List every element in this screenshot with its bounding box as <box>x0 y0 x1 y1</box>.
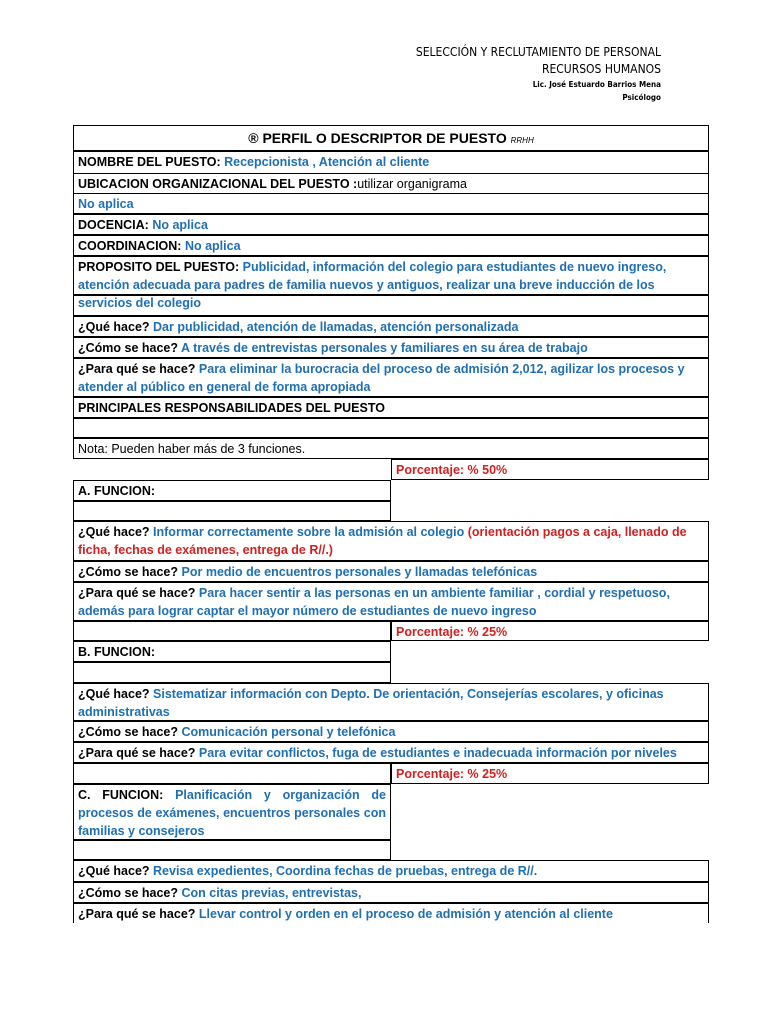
nombre-label: NOMBRE DEL PUESTO: <box>78 155 221 169</box>
para-label: ¿Para qué se hace? <box>78 586 196 600</box>
porcentaje-c: Porcentaje: % 25% <box>391 763 709 784</box>
empty-row <box>73 662 391 683</box>
como-label: ¿Cómo se hace? <box>78 886 179 900</box>
row-c-que <box>73 860 709 882</box>
title-text: ® PERFIL O DESCRIPTOR DE PUESTO <box>248 130 507 146</box>
funcion-a-label: A. FUNCION: <box>73 480 391 501</box>
row-principales: PRINCIPALES RESPONSABILIDADES DEL PUESTO <box>73 397 709 418</box>
a-que-detail: (orientación pagos a caja, llenado de ficha, fechas de exámenes, entrega de R//.) <box>78 525 687 557</box>
como-label: ¿Cómo se hace? <box>78 341 179 355</box>
general-como-value: A través de entrevistas personales y familiares en su área de trabajo <box>181 341 588 355</box>
row-ubicacion <box>73 173 709 194</box>
row-general-para <box>73 358 709 397</box>
para-label: ¿Para qué se hace? <box>78 746 196 760</box>
row-b-como <box>73 721 709 742</box>
funcion-c <box>73 784 391 840</box>
empty-row <box>73 763 391 784</box>
docencia-label: DOCENCIA: <box>78 218 149 232</box>
row-c-como <box>73 882 709 903</box>
row-ubicacion-extra: No aplica <box>73 193 709 214</box>
row-coordinacion <box>73 235 709 256</box>
porcentaje-a: Porcentaje: % 50% <box>391 459 709 480</box>
row-proposito <box>73 256 709 310</box>
empty-row <box>73 840 391 860</box>
c-para-value: Llevar control y orden en el proceso de admisión y atención al cliente <box>198 907 613 921</box>
como-label: ¿Cómo se hace? <box>78 565 179 579</box>
que-label: ¿Qué hace? <box>78 864 150 878</box>
que-label: ¿Qué hace? <box>78 687 150 701</box>
proposito-value: Publicidad, información del colegio para estudiantes de nuevo ingreso, atención adecuada para padres de familia nuevos y antiguos, realizar una breve inducción de los servicios del colegio <box>78 260 667 310</box>
title-tag: RRHH <box>510 136 534 145</box>
funcion-c-value: Planificación y organización de procesos de exámenes, encuentros personales con familias y consejeros <box>78 788 386 838</box>
nombre-value: Recepcionista , Atención al cliente <box>224 155 430 169</box>
row-a-para <box>73 582 709 621</box>
coordinacion-value: No aplica <box>184 239 241 253</box>
general-que-value: Dar publicidad, atención de llamadas, atención personalizada <box>153 320 519 334</box>
para-label: ¿Para qué se hace? <box>78 907 196 921</box>
header-role: Psicólogo <box>622 93 661 102</box>
a-como-value: Por medio de encuentros personales y llamadas telefónicas <box>181 565 538 579</box>
que-label: ¿Qué hace? <box>78 525 150 539</box>
empty-row <box>73 621 391 641</box>
coordinacion-label: COORDINACION: <box>78 239 182 253</box>
row-b-para <box>73 742 709 763</box>
c-que-value: Revisa expedientes, Coordina fechas de pruebas, entrega de R//. <box>153 864 538 878</box>
header-line-1: SELECCIÓN Y RECLUTAMIENTO DE PERSONAL <box>415 45 661 59</box>
row-c-para <box>73 903 709 923</box>
header-line-2: RECURSOS HUMANOS <box>541 62 661 76</box>
b-que-value: Sistematizar información con Depto. De orientación, Consejerías escolares, y oficinas administrativas <box>78 687 664 719</box>
a-que-value: Informar correctamente sobre la admisión al colegio <box>153 525 465 539</box>
porcentaje-b: Porcentaje: % 25% <box>391 621 709 641</box>
form-title <box>73 125 709 151</box>
funcion-c-label: C. FUNCION: <box>78 788 164 802</box>
row-general-que <box>73 316 709 337</box>
ubicacion-label: UBICACION ORGANIZACIONAL DEL PUESTO : <box>78 177 358 191</box>
row-nombre <box>73 151 709 174</box>
a-para-value: Para hacer sentir a las personas en un ambiente familiar , cordial y respetuoso, además para lograr captar el mayor número de estudiantes de nuevo ingreso <box>78 586 670 618</box>
row-nota: Nota: Pueden haber más de 3 funciones. <box>73 438 709 459</box>
funcion-b-label: B. FUNCION: <box>73 641 391 662</box>
que-label: ¿Qué hace? <box>78 320 150 334</box>
b-como-value: Comunicación personal y telefónica <box>181 725 396 739</box>
row-b-que <box>73 683 709 721</box>
row-general-como <box>73 337 709 358</box>
row-docencia <box>73 214 709 235</box>
ubicacion-value: utilizar organigrama <box>357 177 467 191</box>
proposito-label: PROPOSITO DEL PUESTO: <box>78 260 240 274</box>
header-author: Lic. José Estuardo Barrios Mena <box>532 80 661 89</box>
para-label: ¿Para qué se hace? <box>78 362 196 376</box>
row-a-que <box>73 521 709 561</box>
empty-row <box>73 295 709 316</box>
row-a-como <box>73 561 709 582</box>
c-como-value: Con citas previas, entrevistas, <box>181 886 362 900</box>
como-label: ¿Cómo se hace? <box>78 725 179 739</box>
docencia-value: No aplica <box>152 218 208 232</box>
empty-row <box>73 501 391 521</box>
empty-row <box>73 418 709 438</box>
b-para-value: Para evitar conflictos, fuga de estudiantes e inadecuada información por niveles <box>198 746 677 760</box>
general-para-value: Para eliminar la burocracia del proceso de admisión 2,012, agilizar los procesos y atender al público en general de forma apropiada <box>78 362 685 394</box>
